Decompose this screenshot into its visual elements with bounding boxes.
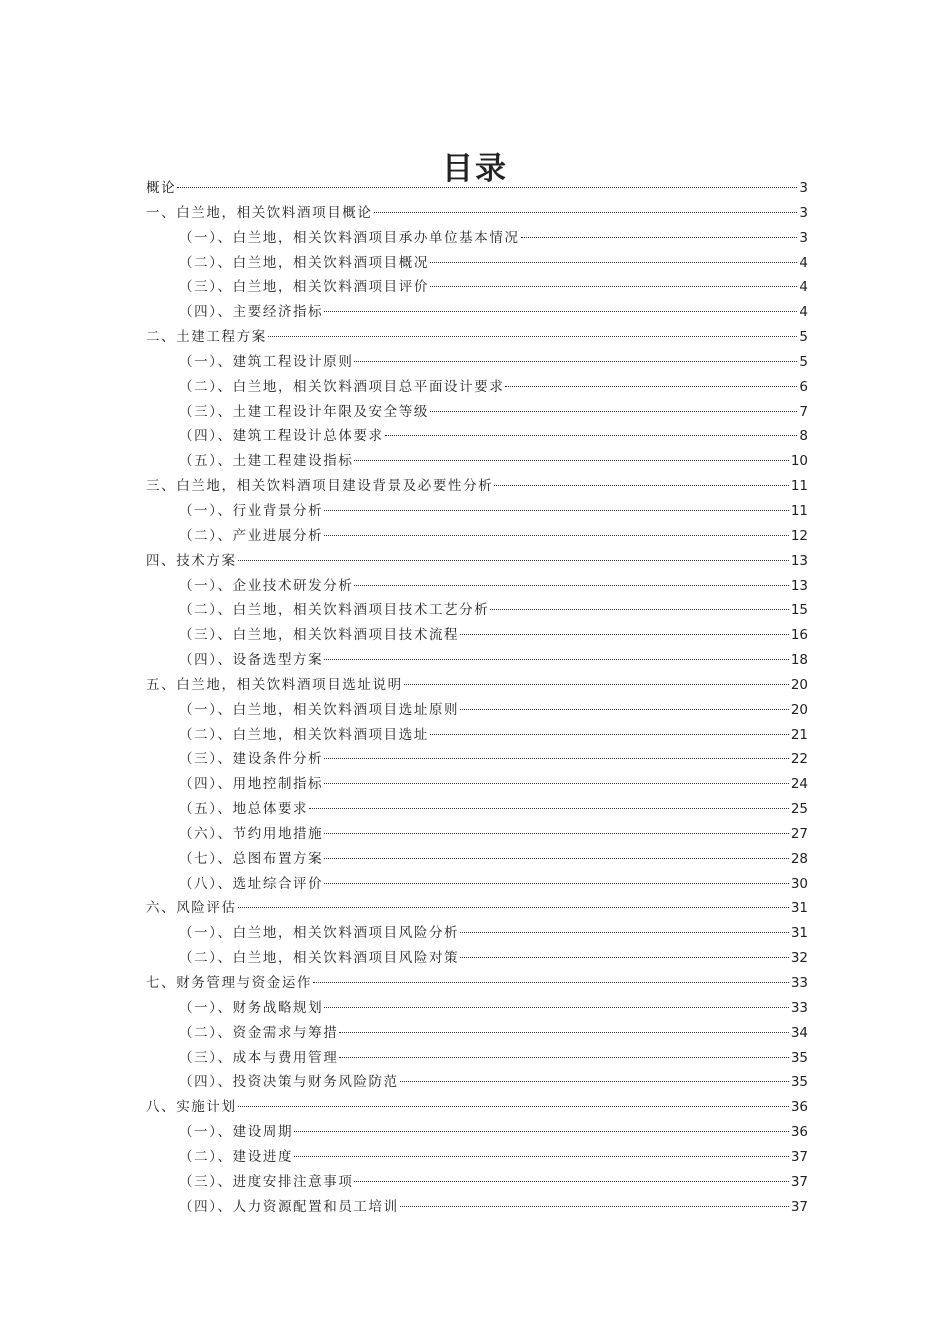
toc-entry-label: （一）、行业背景分析 xyxy=(179,502,324,519)
toc-page-number: 4 xyxy=(799,279,808,296)
toc-page-number: 3 xyxy=(799,204,808,221)
toc-page-number: 13 xyxy=(790,552,808,569)
toc-page-number: 37 xyxy=(790,1148,808,1165)
toc-entry-label: （一）、建设周期 xyxy=(179,1124,294,1141)
toc-entry-label: （二）、白兰地，相关饮料酒项目总平面设计要求 xyxy=(179,378,505,395)
toc-dot-leader xyxy=(404,684,789,685)
toc-page-number: 27 xyxy=(790,825,808,842)
toc-page-number: 15 xyxy=(790,602,808,619)
toc-entry-label: （二）、资金需求与筹措 xyxy=(179,1024,339,1041)
toc-entry-label: 三、白兰地，相关饮料酒项目建设背景及必要性分析 xyxy=(146,478,494,495)
toc-entry-label: 概论 xyxy=(146,180,177,196)
toc-page-number: 37 xyxy=(790,1173,808,1190)
toc-entry-label: （二）、白兰地，相关饮料酒项目风险对策 xyxy=(179,950,460,967)
toc-page-number: 7 xyxy=(799,403,808,420)
toc-entry-label: 二、土建工程方案 xyxy=(146,329,267,346)
toc-page-number: 8 xyxy=(799,428,808,445)
toc-dot-leader xyxy=(354,1181,788,1182)
toc-entry-label: （五）、土建工程建设指标 xyxy=(179,453,354,470)
toc-entry-label: 八、实施计划 xyxy=(146,1099,237,1116)
toc-page-number: 5 xyxy=(799,329,808,346)
toc-section-entry[interactable] xyxy=(146,648,808,673)
toc-page-number: 11 xyxy=(790,502,808,519)
toc-section-entry[interactable] xyxy=(146,698,808,723)
toc-section-entry[interactable] xyxy=(146,375,808,400)
toc-section-entry[interactable] xyxy=(146,1021,808,1046)
toc-section-entry[interactable] xyxy=(146,400,808,425)
toc-section-entry[interactable] xyxy=(146,350,808,375)
toc-dot-leader xyxy=(400,1081,789,1082)
toc-entry-label: （三）、白兰地，相关饮料酒项目技术流程 xyxy=(179,627,460,644)
table-of-contents xyxy=(146,176,808,1219)
toc-entry-label: （七）、总图布置方案 xyxy=(179,850,324,867)
toc-dot-leader xyxy=(324,311,797,312)
toc-entry-label: （五）、地总体要求 xyxy=(179,801,309,818)
toc-entry-label: （三）、土建工程设计年限及安全等级 xyxy=(179,403,429,420)
toc-entry-label: （三）、成本与费用管理 xyxy=(179,1049,339,1066)
toc-entry-label: （三）、建设条件分析 xyxy=(179,751,324,768)
toc-chapter-entry[interactable] xyxy=(146,325,808,350)
toc-entry-label: （一）、白兰地，相关饮料酒项目风险分析 xyxy=(179,925,460,942)
toc-entry-label: （四）、投资决策与财务风险防范 xyxy=(179,1074,399,1091)
toc-dot-leader xyxy=(430,286,797,287)
toc-section-entry[interactable] xyxy=(146,747,808,772)
toc-dot-leader xyxy=(313,982,789,983)
toc-entry-label: （三）、白兰地，相关饮料酒项目评价 xyxy=(179,279,429,296)
toc-page-number: 4 xyxy=(799,304,808,321)
toc-page-number: 21 xyxy=(790,726,808,743)
toc-entry-label: （二）、白兰地，相关饮料酒项目选址 xyxy=(179,726,429,743)
toc-dot-leader xyxy=(430,734,789,735)
toc-section-entry[interactable] xyxy=(146,797,808,822)
toc-entry-label: （三）、进度安排注意事项 xyxy=(179,1173,354,1190)
toc-dot-leader xyxy=(324,1007,789,1008)
toc-section-entry[interactable] xyxy=(146,1170,808,1195)
toc-dot-leader xyxy=(324,783,789,784)
toc-dot-leader xyxy=(238,560,789,561)
toc-dot-leader xyxy=(521,237,798,238)
toc-section-entry[interactable] xyxy=(146,723,808,748)
toc-page-number: 35 xyxy=(790,1049,808,1066)
toc-page-number: 36 xyxy=(790,1124,808,1141)
toc-dot-leader xyxy=(324,858,789,859)
toc-chapter-entry[interactable] xyxy=(146,474,808,499)
toc-section-entry[interactable] xyxy=(146,921,808,946)
toc-entry-label: 四、技术方案 xyxy=(146,552,237,569)
toc-entry-label: （四）、建筑工程设计总体要求 xyxy=(179,428,384,445)
toc-page-number: 34 xyxy=(790,1024,808,1041)
toc-page-number: 36 xyxy=(790,1099,808,1116)
toc-section-entry[interactable] xyxy=(146,574,808,599)
toc-entry-label: （一）、建筑工程设计原则 xyxy=(179,353,354,370)
toc-page-number: 33 xyxy=(790,975,808,991)
toc-dot-leader xyxy=(400,1206,789,1207)
toc-chapter-entry[interactable] xyxy=(146,673,808,698)
toc-section-entry[interactable] xyxy=(146,449,808,474)
toc-dot-leader xyxy=(324,535,789,536)
toc-section-entry[interactable] xyxy=(146,1046,808,1071)
toc-dot-leader xyxy=(177,187,797,188)
toc-section-entry[interactable] xyxy=(146,822,808,847)
toc-entry-label: （二）、白兰地，相关饮料酒项目技术工艺分析 xyxy=(179,602,490,619)
toc-page-number: 32 xyxy=(790,950,808,967)
toc-page-number: 28 xyxy=(790,850,808,867)
toc-page-number: 18 xyxy=(790,652,808,669)
toc-page-number: 10 xyxy=(790,453,808,470)
toc-entry-label: （八）、选址综合评价 xyxy=(179,875,324,892)
toc-dot-leader xyxy=(494,485,789,486)
toc-page-number: 22 xyxy=(790,751,808,768)
toc-dot-leader xyxy=(294,1156,789,1157)
toc-dot-leader xyxy=(460,709,789,710)
toc-dot-leader xyxy=(385,435,798,436)
toc-section-entry[interactable] xyxy=(146,1070,808,1095)
toc-section-entry[interactable] xyxy=(146,598,808,623)
toc-chapter-entry[interactable] xyxy=(146,549,808,574)
toc-dot-leader xyxy=(460,957,789,958)
toc-entry-label: （一）、白兰地，相关饮料酒项目选址原则 xyxy=(179,701,460,718)
toc-page-number: 35 xyxy=(790,1074,808,1091)
toc-page-number: 11 xyxy=(790,478,808,495)
toc-section-entry[interactable] xyxy=(146,275,808,300)
toc-page-number: 25 xyxy=(790,801,808,818)
toc-page-number: 3 xyxy=(799,229,808,246)
toc-dot-leader xyxy=(294,1131,789,1132)
toc-page-number: 4 xyxy=(799,254,808,271)
toc-page-number: 33 xyxy=(790,999,808,1016)
toc-dot-leader xyxy=(374,212,798,213)
toc-chapter-entry[interactable] xyxy=(146,201,808,226)
toc-dot-leader xyxy=(354,460,788,461)
toc-section-entry[interactable] xyxy=(146,424,808,449)
toc-section-entry[interactable] xyxy=(146,499,808,524)
toc-page-number: 31 xyxy=(790,925,808,942)
toc-chapter-entry[interactable] xyxy=(146,896,808,921)
toc-dot-leader xyxy=(324,833,789,834)
toc-page-number: 37 xyxy=(790,1198,808,1215)
toc-section-entry[interactable] xyxy=(146,226,808,251)
toc-chapter-entry[interactable] xyxy=(146,971,808,996)
toc-page-number: 31 xyxy=(790,900,808,917)
toc-page-number: 6 xyxy=(799,378,808,395)
toc-dot-leader xyxy=(324,659,789,660)
toc-dot-leader xyxy=(324,510,789,511)
toc-entry-label: （四）、用地控制指标 xyxy=(179,776,324,793)
toc-dot-leader xyxy=(430,411,797,412)
toc-chapter-entry[interactable] xyxy=(146,1095,808,1120)
toc-dot-leader xyxy=(268,336,798,337)
toc-entry-label: 七、财务管理与资金运作 xyxy=(146,975,313,991)
toc-section-entry[interactable] xyxy=(146,847,808,872)
toc-section-entry[interactable] xyxy=(146,300,808,325)
toc-section-entry[interactable] xyxy=(146,1145,808,1170)
toc-section-entry[interactable] xyxy=(146,251,808,276)
toc-page-number: 24 xyxy=(790,776,808,793)
toc-page-number: 16 xyxy=(790,627,808,644)
toc-entry-label: （一）、白兰地，相关饮料酒项目承办单位基本情况 xyxy=(179,229,520,246)
toc-section-entry[interactable] xyxy=(146,996,808,1021)
toc-section-entry[interactable] xyxy=(146,1120,808,1145)
toc-entry-label: （四）、设备选型方案 xyxy=(179,652,324,669)
toc-dot-leader xyxy=(354,361,797,362)
toc-section-entry[interactable] xyxy=(146,946,808,971)
toc-page-number: 12 xyxy=(790,527,808,544)
toc-entry-label: （二）、建设进度 xyxy=(179,1148,294,1165)
toc-dot-leader xyxy=(460,932,789,933)
toc-entry-label: （二）、产业进展分析 xyxy=(179,527,324,544)
toc-dot-leader xyxy=(324,758,789,759)
toc-page-number: 30 xyxy=(790,875,808,892)
toc-dot-leader xyxy=(238,1106,789,1107)
toc-page-number: 13 xyxy=(790,577,808,594)
toc-dot-leader xyxy=(324,883,789,884)
toc-entry-label: （一）、财务战略规划 xyxy=(179,999,324,1016)
toc-entry-label: （二）、白兰地，相关饮料酒项目概况 xyxy=(179,254,429,271)
toc-dot-leader xyxy=(460,634,789,635)
toc-entry-label: 一、白兰地，相关饮料酒项目概论 xyxy=(146,204,373,221)
toc-section-entry[interactable] xyxy=(146,772,808,797)
toc-section-entry[interactable] xyxy=(146,524,808,549)
toc-dot-leader xyxy=(430,262,797,263)
toc-page-number: 5 xyxy=(799,353,808,370)
toc-page-number: 20 xyxy=(790,701,808,718)
toc-entry-label: 六、风险评估 xyxy=(146,900,237,917)
toc-dot-leader xyxy=(339,1032,788,1033)
toc-chapter-entry[interactable] xyxy=(146,176,808,201)
toc-page-number: 3 xyxy=(799,180,808,196)
toc-entry-label: （六）、节约用地措施 xyxy=(179,825,324,842)
toc-entry-label: （四）、主要经济指标 xyxy=(179,304,324,321)
toc-entry-label: （一）、企业技术研发分析 xyxy=(179,577,354,594)
toc-section-entry[interactable] xyxy=(146,1195,808,1220)
toc-entry-label: （四）、人力资源配置和员工培训 xyxy=(179,1198,399,1215)
toc-section-entry[interactable] xyxy=(146,872,808,897)
toc-page-number: 20 xyxy=(790,676,808,693)
toc-dot-leader xyxy=(238,907,789,908)
toc-dot-leader xyxy=(339,1057,788,1058)
toc-dot-leader xyxy=(309,808,789,809)
page-title: 目录 xyxy=(442,150,508,187)
toc-entry-label: 五、白兰地，相关饮料酒项目选址说明 xyxy=(146,676,403,693)
toc-dot-leader xyxy=(505,386,797,387)
toc-dot-leader xyxy=(490,609,788,610)
toc-section-entry[interactable] xyxy=(146,623,808,648)
toc-dot-leader xyxy=(354,585,788,586)
